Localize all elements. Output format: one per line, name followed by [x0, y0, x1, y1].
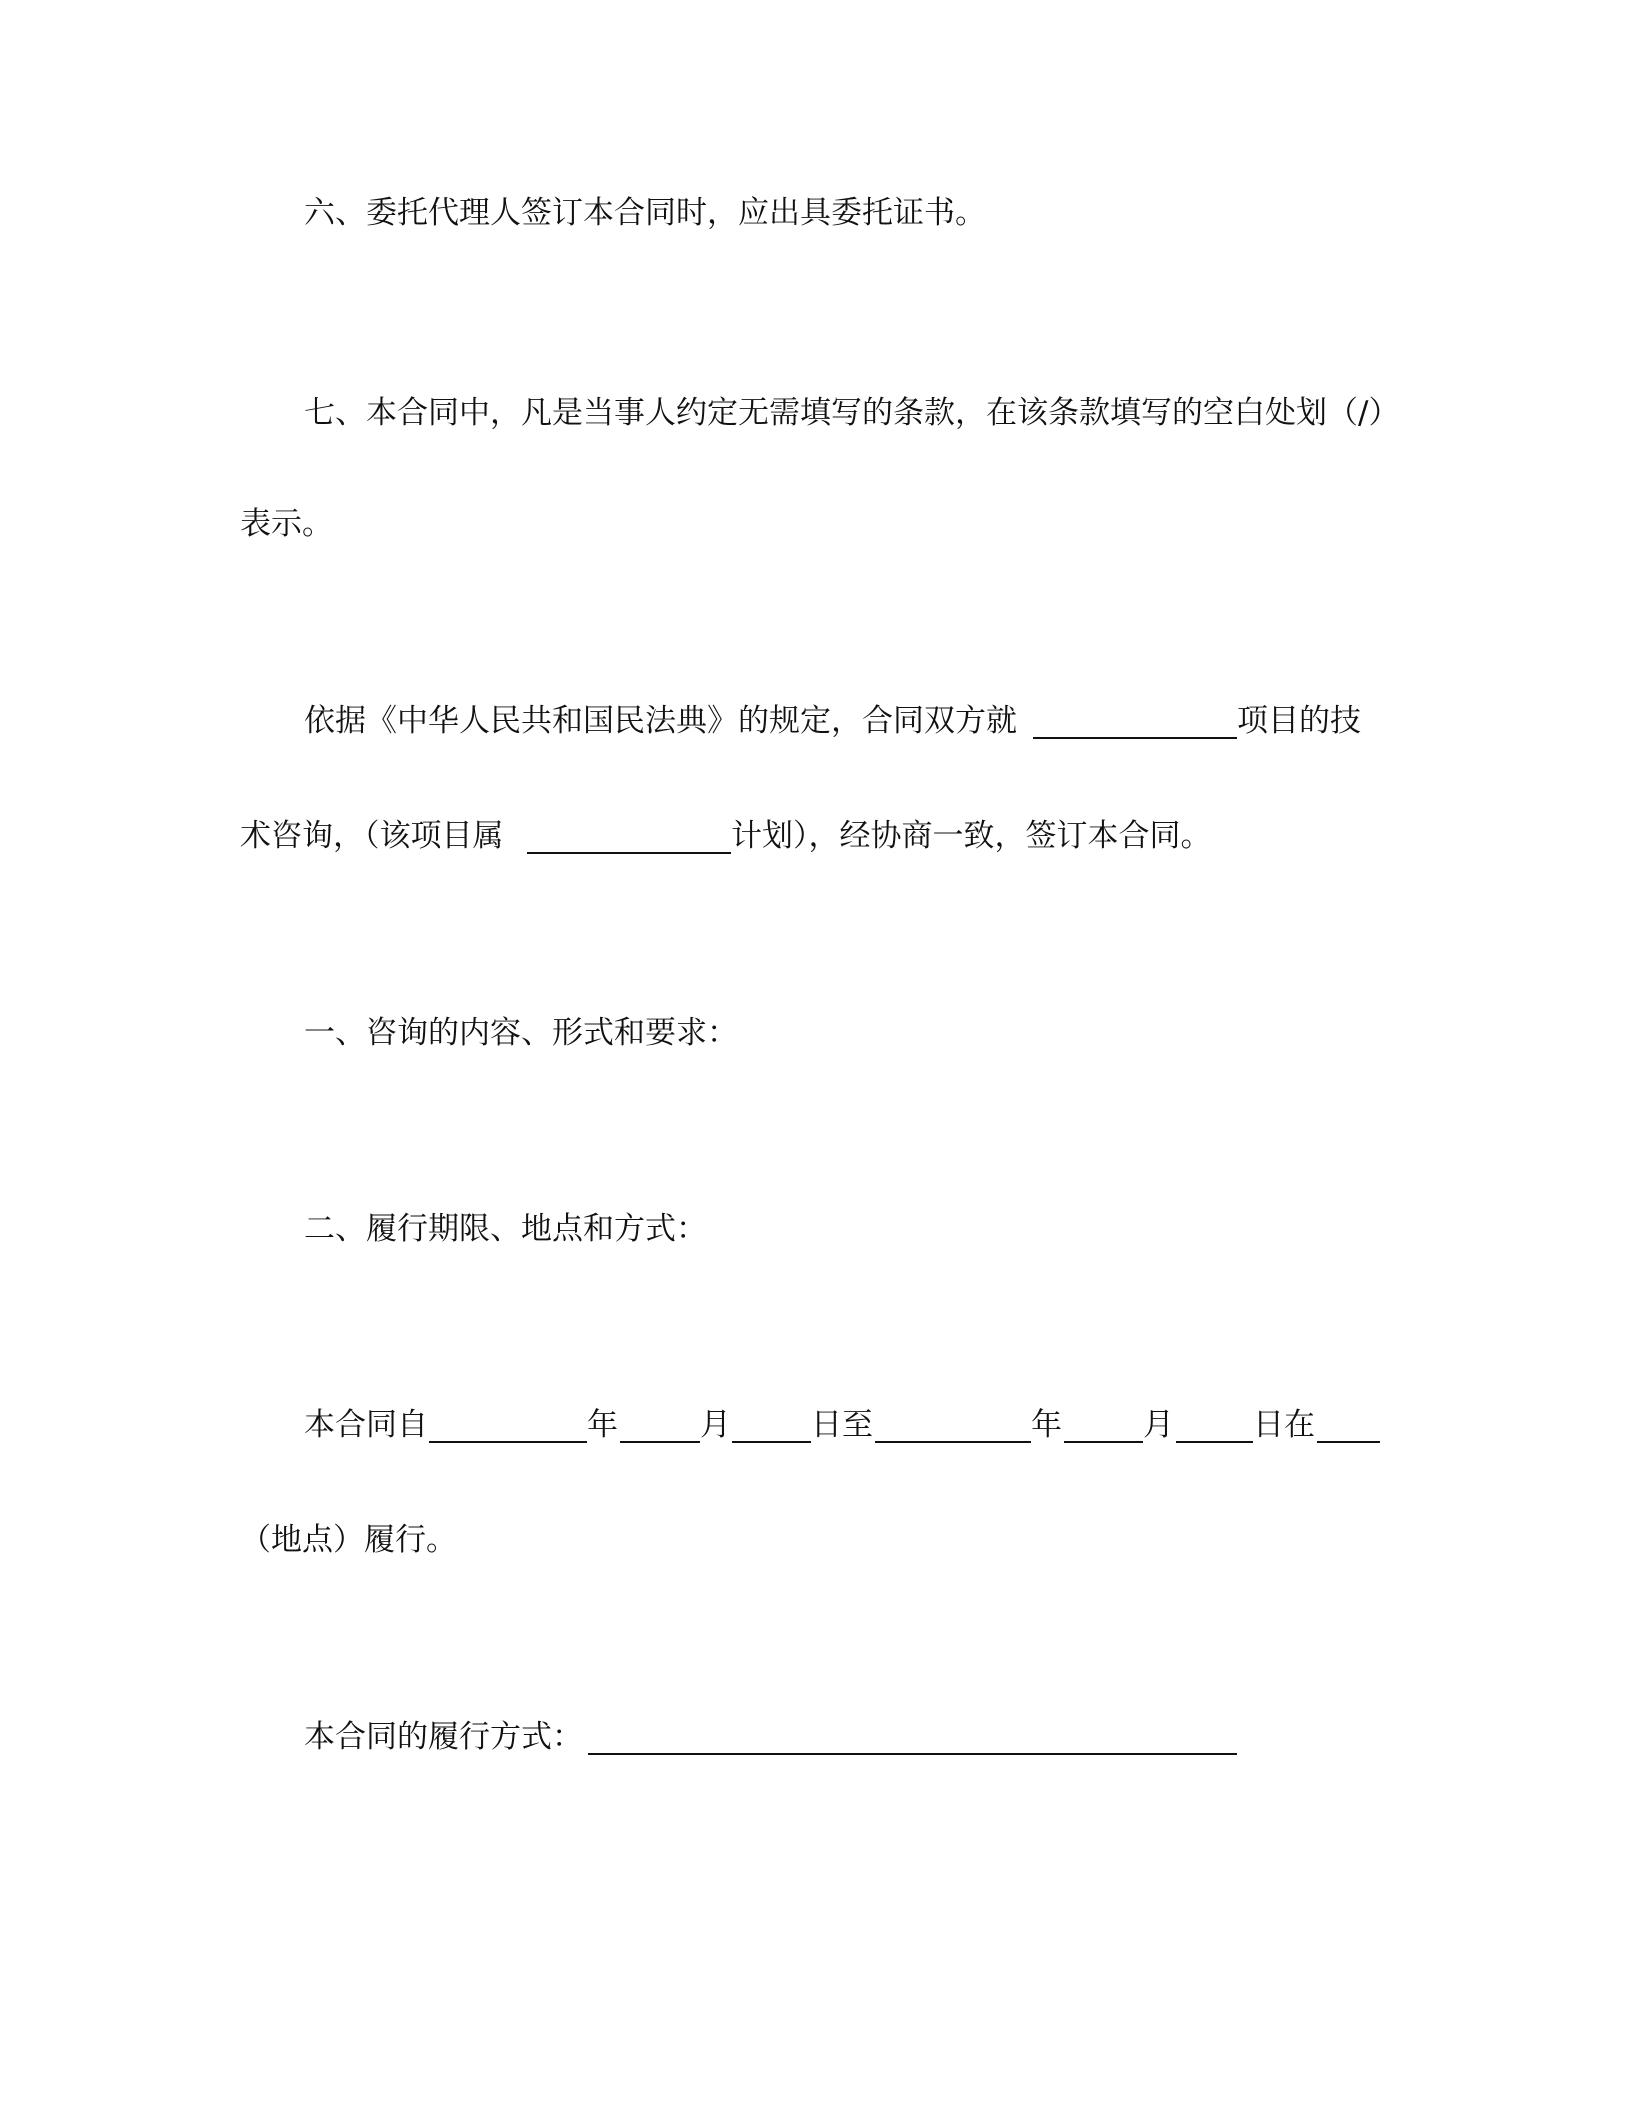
clause-7-line-1: 七、本合同中，凡是当事人约定无需填写的条款，在该条款填写的空白处划（/） [304, 395, 1400, 431]
end-year-label: 年 [1031, 1407, 1062, 1443]
project-name-blank [1033, 737, 1237, 739]
preamble-line-1 [0, 701, 1632, 741]
method-line [0, 1717, 1632, 1757]
term-line [0, 1405, 1632, 1445]
start-year-label: 年 [587, 1407, 618, 1443]
start-day-label: 日至 [811, 1407, 873, 1443]
preamble-text-before-project-blank: 依据《中华人民共和国民法典》的规定，合同双方就 [304, 703, 1017, 739]
method-blank [588, 1753, 1237, 1755]
section-1-heading: 一、咨询的内容、形式和要求： [304, 1015, 738, 1051]
end-day-label: 日在 [1253, 1407, 1315, 1443]
preamble-text-after-plan-blank: 计划），经协商一致，签订本合同。 [731, 818, 1212, 854]
end-month-label: 月 [1143, 1407, 1174, 1443]
plan-name-blank [527, 852, 731, 854]
clause-7-line-2: 表示。 [240, 506, 333, 542]
term-location-line: （地点）履行。 [240, 1522, 457, 1558]
method-label: 本合同的履行方式： [304, 1719, 583, 1755]
preamble-text-before-plan-blank: 术咨询，（该项目属 [240, 818, 504, 854]
preamble-line-2 [0, 816, 1632, 856]
location-blank [1317, 1441, 1380, 1443]
end-day-blank [1176, 1441, 1253, 1443]
start-year-blank [429, 1441, 587, 1443]
start-month-blank [620, 1441, 700, 1443]
preamble-text-after-project-blank: 项目的技 [1237, 703, 1361, 739]
end-month-blank [1064, 1441, 1143, 1443]
term-prefix: 本合同自 [304, 1407, 428, 1443]
start-day-blank [732, 1441, 811, 1443]
clause-6-text: 六、委托代理人签订本合同时，应出具委托证书。 [304, 195, 986, 231]
section-2-heading: 二、履行期限、地点和方式： [304, 1211, 707, 1247]
start-month-label: 月 [700, 1407, 731, 1443]
end-year-blank [875, 1441, 1031, 1443]
